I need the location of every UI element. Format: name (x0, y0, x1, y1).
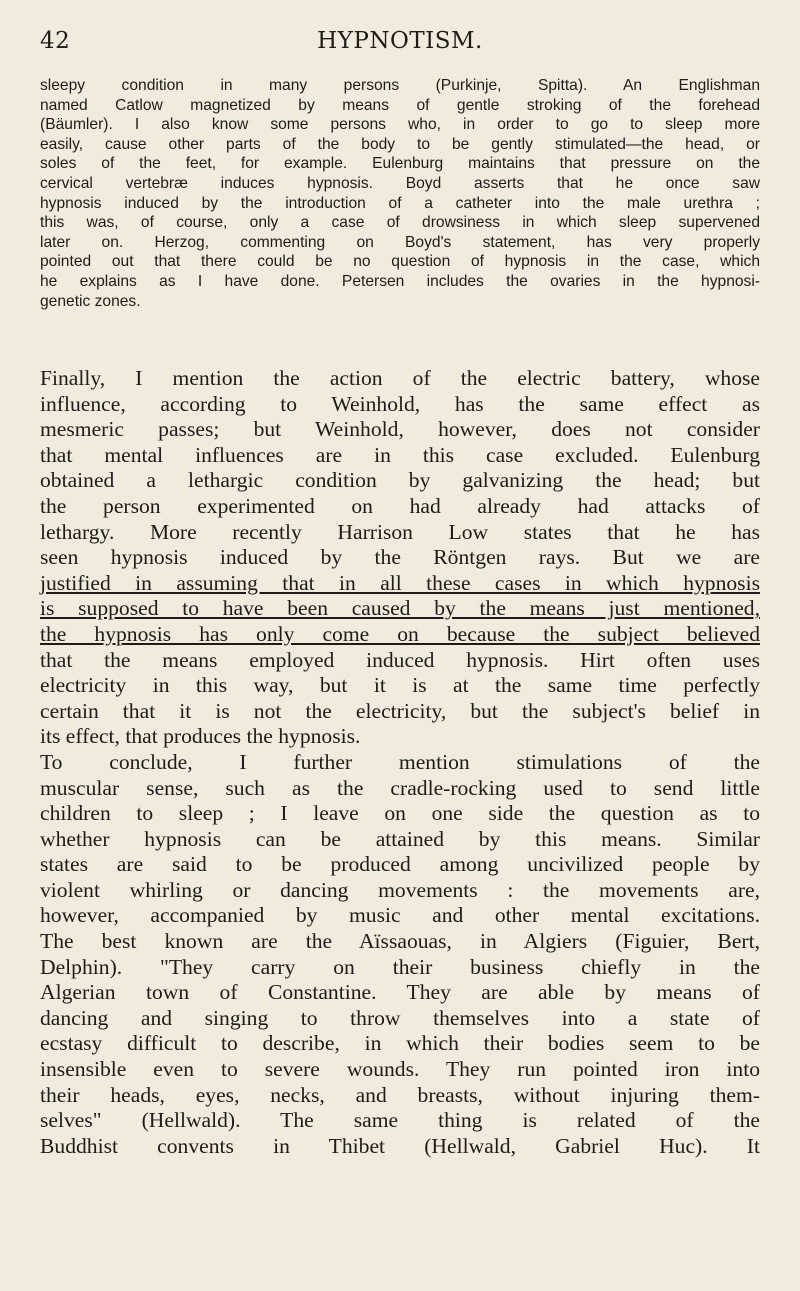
body-line-underlined: is supposed to have been caused by the means just mentioned, (40, 596, 760, 621)
body-line: muscular sense, such as the cradle-rocking used to send little (40, 775, 760, 800)
body-line-underlined: justified in assuming that in all these cases in which hypnosis (40, 570, 760, 595)
footnote-line: genetic zones. (40, 292, 141, 310)
body-line: mesmeric passes; but Weinhold, however, does not consider (40, 417, 760, 442)
body-line: influence, according to Weinhold, has the same effect as (40, 391, 760, 416)
body-line: dancing and singing to throw themselves into a state of (40, 1005, 760, 1030)
footnote-line: hypnosis induced by the introduction of a catheter into the male urethra ; (40, 194, 760, 212)
body-line: Delphin). "They carry on their business chiefly in the (40, 954, 760, 979)
body-line: seen hypnosis induced by the Röntgen rays. But we are (40, 545, 760, 570)
body-line: states are said to be produced among uncivilized people by (40, 852, 760, 877)
body-line: however, accompanied by music and other mental excitations. (40, 903, 760, 928)
body-line: obtained a lethargic condition by galvanizing the head; but (40, 468, 760, 493)
footnote-line: soles of the feet, for example. Eulenburg maintains that pressure on the (40, 155, 760, 173)
body-line: children to sleep ; I leave on one side the question as to (40, 801, 760, 826)
body-line: the person experimented on had already had attacks of (40, 493, 760, 518)
footnote-block (40, 76, 760, 311)
body-line: its effect, that produces the hypnosis. (40, 724, 361, 749)
body-line: The best known are the Aïssaouas, in Algiers (Figuier, Bert, (40, 929, 760, 954)
footnote-line: named Catlow magnetized by means of gentle stroking of the forehead (40, 96, 760, 114)
body-line: that mental influences are in this case excluded. Eulenburg (40, 442, 760, 467)
body-line: selves" (Hellwald). The same thing is related of the (40, 1108, 760, 1133)
body-line: Buddhist convents in Thibet (Hellwald, Gabriel Huc). It (40, 1133, 760, 1158)
footnote-line: (Bäumler). I also know some persons who, in order to go to sleep more (40, 116, 760, 134)
footnote-line: this was, of course, only a case of drowsiness in which sleep supervened (40, 214, 760, 232)
body-line: ecstasy difficult to describe, in which their bodies seem to be (40, 1031, 760, 1056)
running-head (40, 28, 760, 60)
footnote-line: later on. Herzog, commenting on Boyd's statement, has very properly (40, 233, 760, 251)
body-line: insensible even to severe wounds. They run pointed iron into (40, 1057, 760, 1082)
body-line: certain that it is not the electricity, but the subject's belief in (40, 698, 760, 723)
body-line: violent whirling or dancing movements : the movements are, (40, 877, 760, 902)
footnote-line: he explains as I have done. Petersen includes the ovaries in the hypnosi- (40, 272, 760, 290)
body-text (40, 366, 760, 1159)
body-line: Algerian town of Constantine. They are able by means of (40, 980, 760, 1005)
body-line: lethargy. More recently Harrison Low states that he has (40, 519, 760, 544)
footnote-line: pointed out that there could be no question of hypnosis in the case, which (40, 253, 760, 271)
body-line: whether hypnosis can be attained by this means. Similar (40, 826, 760, 851)
footnote-line: sleepy condition in many persons (Purkinje, Spitta). An Englishman (40, 77, 760, 94)
body-line: Finally, I mention the action of the electric battery, whose (40, 366, 760, 390)
page-number: 42 (40, 28, 71, 54)
body-line: electricity in this way, but it is at the same time perfectly (40, 673, 760, 698)
running-title: HYPNOTISM. (317, 28, 483, 54)
footnote-line: cervical vertebræ induces hypnosis. Boyd asserts that he once saw (40, 174, 760, 192)
body-line: their heads, eyes, necks, and breasts, without injuring them- (40, 1082, 760, 1107)
body-line: To conclude, I further mention stimulations of the (40, 749, 760, 774)
body-line-underlined: the hypnosis has only come on because the subject believed (40, 621, 760, 646)
body-line: that the means employed induced hypnosis. Hirt often uses (40, 647, 760, 672)
footnote-line: easily, cause other parts of the body to be gently stimulated—the head, or (40, 135, 760, 153)
